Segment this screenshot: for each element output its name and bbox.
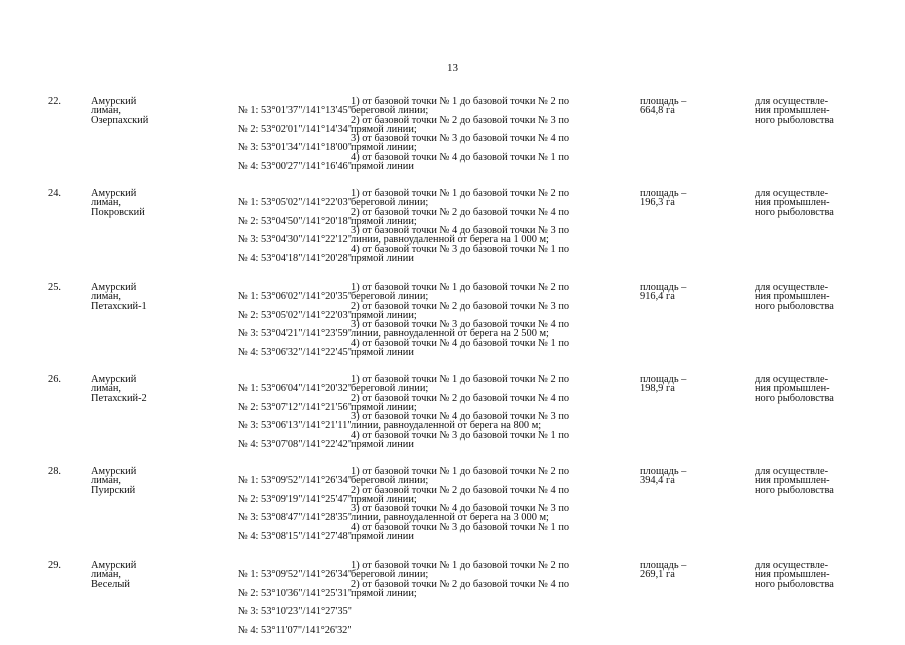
purpose: для осуществле- ния промышлен- ного рыболовства (755, 96, 834, 126)
purpose: для осуществле- ния промышлен- ного рыболовства (755, 560, 834, 590)
area: площадь – 196,3 га (640, 188, 687, 209)
coordinate-point: № 2: 53°09'19"/141°25'47" (237, 493, 352, 505)
boundary-description: 1) от базовой точки № 1 до базовой точки № 2 по береговой линии; 2) от базовой точки № 2 до базовой точки № 4 по прямой линии; (351, 560, 570, 599)
coordinates (182, 561, 352, 645)
purpose: для осуществле- ния промышлен- ного рыболовства (755, 374, 834, 404)
coordinate-point: № 3: 53°04'30"/141°22'12" (237, 234, 352, 246)
boundary-description: 1) от базовой точки № 1 до базовой точки № 2 по береговой линии; 2) от базовой точки № 2 до базовой точки № 3 по прямой линии; 3) от базовой точки № 3 до базовой точки № 4 по прямой линии; 4) от базовой точки № 4 до базовой точки № 1 по прямой линии (351, 96, 570, 173)
coordinate-point: № 2: 53°04'50"/141°20'18" (237, 215, 352, 227)
coordinate-point: № 2: 53°10'36"/141°25'31" (237, 587, 352, 599)
site-name: Амурский лиман, Петахский-1 (91, 282, 147, 312)
coordinate-point: № 1: 53°01'37"/141°13'45" (237, 105, 352, 117)
boundary-description: 1) от базовой точки № 1 до базовой точки № 2 по береговой линии; 2) от базовой точки № 2 до базовой точки № 3 по прямой линии; 3) от базовой точки № 3 до базовой точки № 4 по линии, равноудаленной от берега на 2 500 м; 4) от базовой точки № 4 до базовой точки № 1 по прямой линии (351, 282, 570, 359)
coordinate-point: № 1: 53°06'02"/141°20'35" (237, 291, 352, 303)
site-name: Амурский лиман, Пуирский (91, 466, 137, 496)
coordinate-point: № 4: 53°07'08"/141°22'42" (237, 439, 352, 451)
site-name: Амурский лиман, Петахский-2 (91, 374, 147, 404)
coordinate-point: № 4: 53°08'15"/141°27'48" (237, 531, 352, 543)
row-number: 26. (48, 374, 61, 385)
site-name: Амурский лиман, Покровский (91, 188, 145, 218)
area: площадь – 198,9 га (640, 374, 687, 395)
coordinate-point: № 1: 53°06'04"/141°20'32" (237, 383, 352, 395)
purpose: для осуществле- ния промышлен- ного рыболовства (755, 282, 834, 312)
coordinate-point: № 4: 53°04'18"/141°20'28" (237, 253, 352, 265)
coordinates (182, 467, 352, 551)
coordinate-point: № 3: 53°01'34"/141°18'00" (237, 142, 352, 154)
site-name: Амурский лиман, Озерпахский (91, 96, 149, 126)
coordinate-point: № 1: 53°09'52"/141°26'34" (237, 475, 352, 487)
boundary-description: 1) от базовой точки № 1 до базовой точки № 2 по береговой линии; 2) от базовой точки № 2 до базовой точки № 4 по прямой линии; 3) от базовой точки № 4 до базовой точки № 3 по линии, равноудаленной от берега на 1 000 м; 4) от базовой точки № 3 до базовой точки № 1 по прямой линии (351, 188, 570, 265)
coordinate-point: № 1: 53°09'52"/141°26'34" (237, 569, 352, 581)
boundary-description: 1) от базовой точки № 1 до базовой точки № 2 по береговой линии; 2) от базовой точки № 2 до базовой точки № 4 по прямой линии; 3) от базовой точки № 4 до базовой точки № 3 по линии, равноудаленной от берега на 800 м; 4) от базовой точки № 3 до базовой точки № 1 по прямой линии (351, 374, 570, 451)
row-number: 24. (48, 188, 61, 199)
purpose: для осуществле- ния промышлен- ного рыболовства (755, 466, 834, 496)
coordinates (182, 189, 352, 273)
coordinates (182, 375, 352, 459)
boundary-description: 1) от базовой точки № 1 до базовой точки № 2 по береговой линии; 2) от базовой точки № 2 до базовой точки № 4 по прямой линии; 3) от базовой точки № 4 до базовой точки № 3 по линии, равноудаленной от берега на 3 000 м; 4) от базовой точки № 3 до базовой точки № 1 по прямой линии (351, 466, 570, 543)
coordinate-point: № 2: 53°02'01"/141°14'34" (237, 123, 352, 135)
coordinate-point: № 4: 53°06'32"/141°22'45" (237, 347, 352, 359)
coordinate-point: № 3: 53°04'21"/141°23'59" (237, 328, 352, 340)
area: площадь – 916,4 га (640, 282, 687, 303)
row-number: 25. (48, 282, 61, 293)
row-number: 28. (48, 466, 61, 477)
coordinate-point: № 2: 53°07'12"/141°21'56" (237, 401, 352, 413)
area: площадь – 269,1 га (640, 560, 687, 581)
coordinates (182, 97, 352, 181)
row-number: 29. (48, 560, 61, 571)
site-name: Амурский лиман, Веселый (91, 560, 137, 590)
coordinate-point: № 4: 53°11'07"/141°26'32" (237, 625, 352, 637)
area: площадь – 664,8 га (640, 96, 687, 117)
row-number: 22. (48, 96, 61, 107)
coordinates (182, 283, 352, 367)
coordinate-point: № 4: 53°00'27"/141°16'46" (237, 161, 352, 173)
coordinate-point: № 2: 53°05'02"/141°22'03" (237, 309, 352, 321)
area: площадь – 394,4 га (640, 466, 687, 487)
page-number: 13 (447, 62, 458, 74)
coordinate-point: № 3: 53°10'23"/141°27'35" (237, 606, 352, 618)
coordinate-point: № 3: 53°06'13"/141°21'11" (237, 420, 352, 432)
coordinate-point: № 3: 53°08'47"/141°28'35" (237, 512, 352, 524)
purpose: для осуществле- ния промышлен- ного рыболовства (755, 188, 834, 218)
coordinate-point: № 1: 53°05'02"/141°22'03" (237, 197, 352, 209)
